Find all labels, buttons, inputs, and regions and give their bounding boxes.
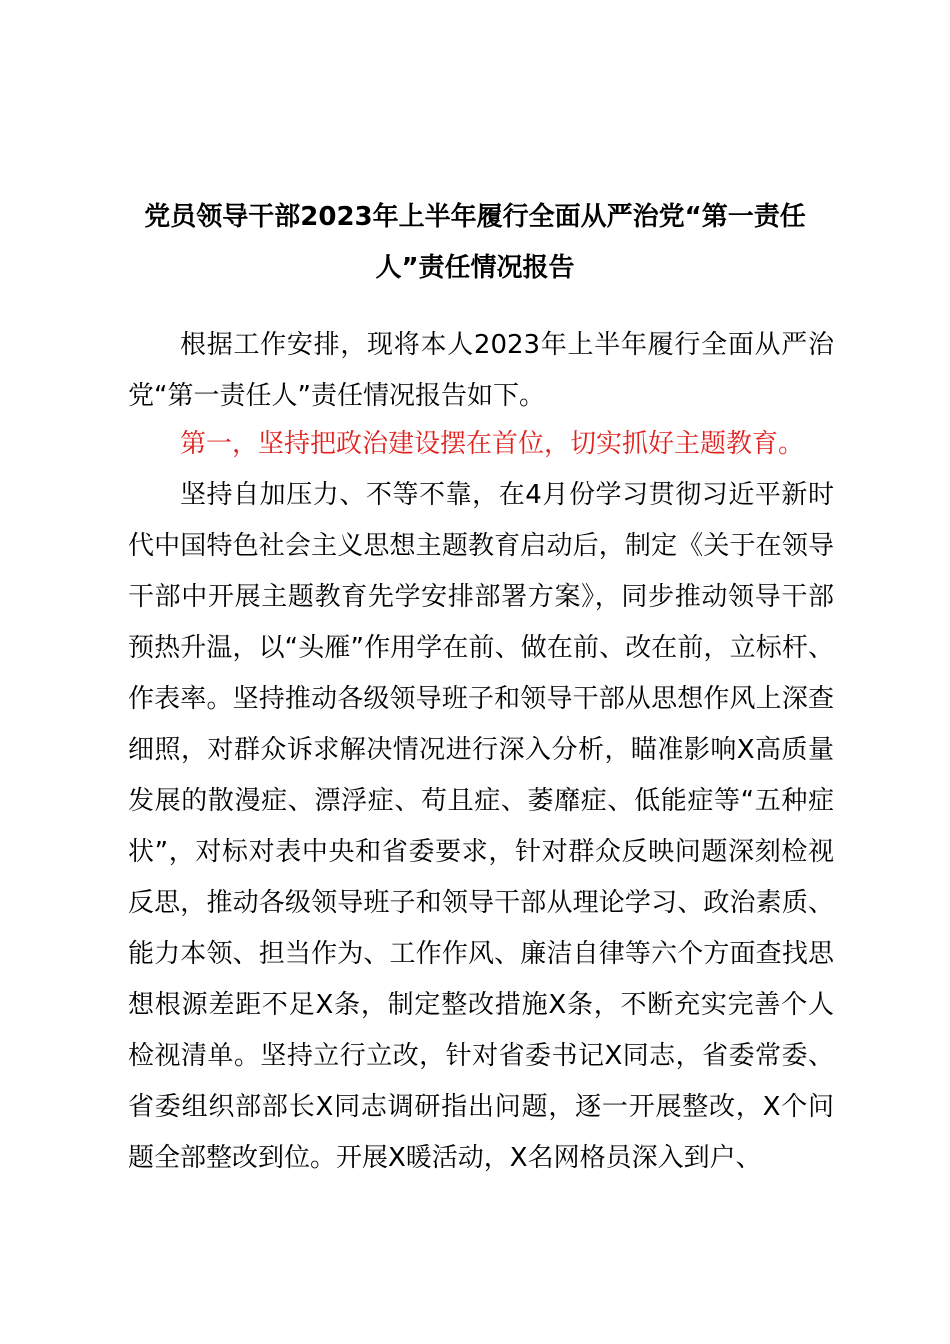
section-heading: 第一，坚持把政治建设摆在首位，切实抓好主题教育。 (180, 429, 805, 459)
intro-paragraph: 根据工作安排，现将本人2023年上半年履行全面从严治党“第一责任人”责任情况报告如下。 (128, 330, 834, 411)
section-body-paragraph: 坚持自加压力、不等不靠，在4月份学习贯彻习近平新时代中国特色社会主义思想主题教育启动后，制定《关于在领导干部中开展主题教育先学安排部署方案》，同步推动领导干部预热升温，以“头雁”作用学在前、做在前、改在前，立标杆、作表率。坚持推动各级领导班子和领导干部从思想作风上深查细照，对群众诉求解决情况进行深入分析，瞄准影响X高质量发展的散漫症、漂浮症、苟且症、萎靡症、低能症等“五种症状”，对标对表中央和省委要求，针对群众反映问题深刻检视反思，推动各级领导班子和领导干部从理论学习、政治素质、能力本领、担当作为、工作作风、廉洁自律等六个方面查找思想根源差距不足X条，制定整改措施X条，不断充实完善个人检视清单。坚持立行立改，针对省委书记X同志，省委常委、省委组织部部长X同志调研指出问题，逐一开展整改，X个问题全部整改到位。开展X暖活动，X名网格员深入到户、 (128, 480, 834, 1173)
document-title: 党员领导干部2023年上半年履行全面从严治党“第一责任人”责任情况报告 (144, 202, 806, 283)
